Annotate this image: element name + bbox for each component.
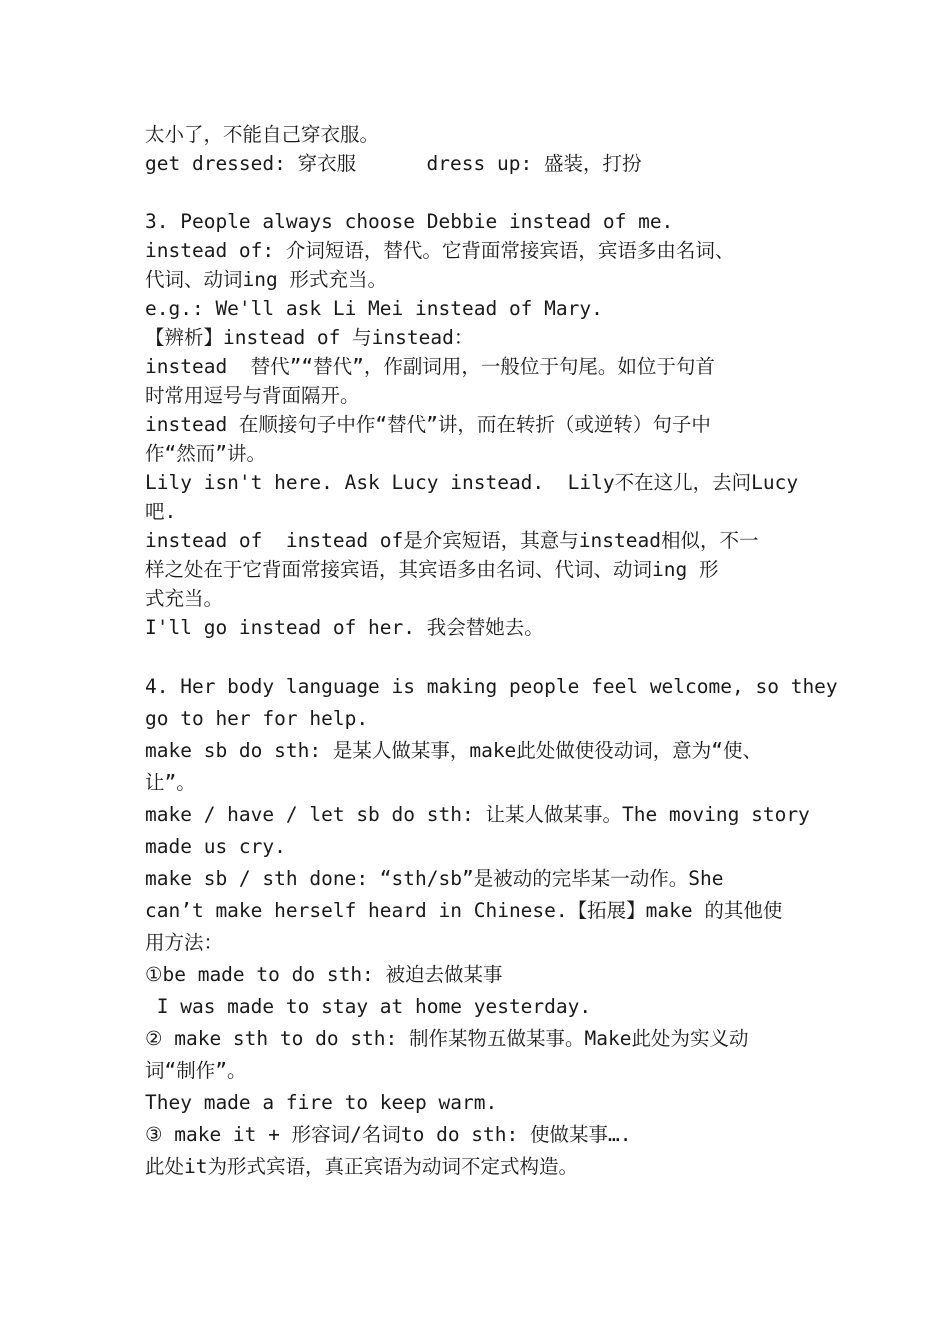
- section-2-tail: [145, 120, 815, 178]
- text-line: can’t make herself heard in Chinese.【拓展】make 的其他使: [145, 899, 783, 922]
- text-line: made us cry.: [145, 835, 286, 858]
- text-line: 样之处在于它背面常接宾语，其宾语多由名词、代词、动词ing 形: [145, 558, 719, 581]
- document-body: [145, 120, 838, 1183]
- text-line: I'll go instead of her. 我会替她去。: [145, 616, 544, 639]
- text-line: get dressed: 穿衣服 dress up: 盛装，打扮: [145, 152, 642, 175]
- text-line: make sb do sth: 是某人做某事，make此处做使役动词，意为“使、: [145, 739, 763, 762]
- text-line: 让”。: [145, 771, 196, 794]
- text-line: 词“制作”。: [145, 1059, 247, 1082]
- text-line: instead 替代”“替代”，作副词用，一般位于句尾。如位于句首: [145, 355, 715, 378]
- text-line: instead of instead of是介宾短语，其意与instead相似，不一: [145, 529, 759, 552]
- text-line: instead of: 介词短语，替代。它背面常接宾语，宾语多由名词、: [145, 239, 735, 262]
- blank-line: [145, 642, 815, 671]
- text-line: make / have / let sb do sth: 让某人做某事。The moving story: [145, 803, 810, 826]
- text-line: instead 在顺接句子中作“替代”讲，而在转折（或逆转）句子中: [145, 413, 711, 436]
- text-line: Lily isn't here. Ask Lucy instead. Lily不在这儿，去问Lucy: [145, 471, 799, 494]
- section-4-heading: 4. Her body language is making people feel welcome, so they: [145, 675, 838, 698]
- text-line: ② make sth to do sth: 制作某物五做某事。Make此处为实义动: [145, 1027, 749, 1050]
- section-4: [145, 671, 838, 1183]
- text-line: 吧.: [145, 500, 177, 523]
- text-line: ①be made to do sth: 被迫去做某事: [145, 963, 503, 986]
- blank-line: [145, 178, 815, 207]
- text-line: They made a fire to keep warm.: [145, 1091, 498, 1114]
- text-line: 太小了，不能自己穿衣服。: [145, 123, 380, 146]
- text-line: 【辨析】instead of 与instead：: [145, 326, 474, 349]
- text-line: 作“然而”讲。: [145, 442, 266, 465]
- text-line: make sb / sth done: “sth/sb”是被动的完毕某一动作。She: [145, 867, 724, 890]
- text-line: go to her for help.: [145, 707, 369, 730]
- text-line: 用方法：: [145, 931, 224, 954]
- text-line: I was made to stay at home yesterday.: [145, 995, 592, 1018]
- section-3-heading: 3. People always choose Debbie instead of me.: [145, 210, 674, 233]
- text-line: 时常用逗号与背面隔开。: [145, 384, 360, 407]
- text-line: ③ make it + 形容词/名词to do sth: 使做某事….: [145, 1123, 632, 1146]
- text-line: 此处it为形式宾语，真正宾语为动词不定式构造。: [145, 1155, 578, 1178]
- section-3: [145, 207, 815, 642]
- text-line: 代词、动词ing 形式充当。: [145, 268, 387, 291]
- text-line: 式充当。: [145, 587, 224, 610]
- text-line: e.g.: We'll ask Li Mei instead of Mary.: [145, 297, 603, 320]
